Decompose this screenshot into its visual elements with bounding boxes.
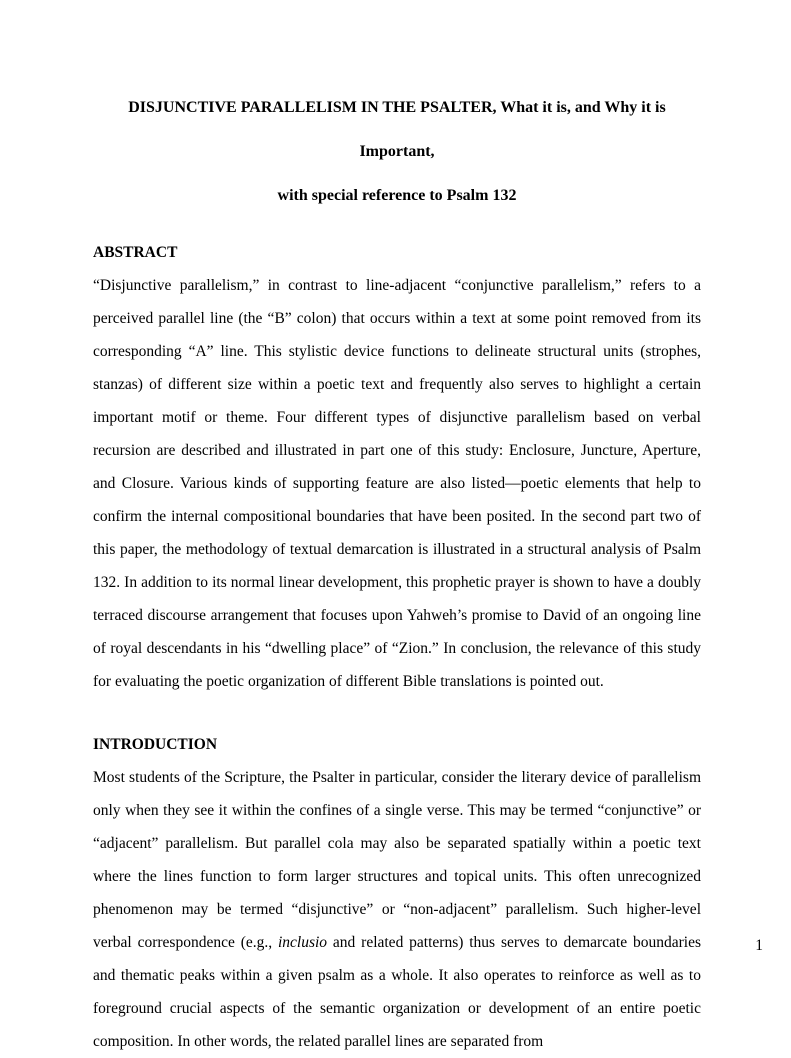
page-content	[93, 86, 701, 1058]
paper-title-line-2: with special reference to Psalm 132	[277, 187, 517, 204]
page-number: 1	[755, 937, 763, 954]
paper-title-line-1: DISJUNCTIVE PARALLELISM IN THE PSALTER, What it is, and Why it is Important,	[128, 99, 666, 160]
introduction-paragraph: Most students of the Scripture, the Psalter in particular, consider the literary device of parallelism only when they see it within the confines of a single verse. This may be termed “conjunctive” or “adjacent” parallelism. But parallel cola may also be separated spatially within a poetic text where the lines function to form larger structures and topical units. This often unrecognized phenomenon may be termed “disjunctive” or “non-adjacent” parallelism. Such higher-level verbal correspondence (e.g., inclusio and related patterns) thus serves to demarcate boundaries and thematic peaks within a given psalm as a whole. It also operates to reinforce as well as to foreground crucial aspects of the semantic organization or development of an entire poetic composition. In other words, the related parallel lines are separated from	[93, 769, 701, 1050]
introduction-heading: INTRODUCTION	[93, 736, 218, 753]
abstract-paragraph: “Disjunctive parallelism,” in contrast to line-adjacent “conjunctive parallelism,” refers to a perceived parallel line (the “B” colon) that occurs within a text at some point removed from its corresponding “A” line. This stylistic device functions to delineate structural units (strophes, stanzas) of different size within a poetic text and frequently also serves to highlight a certain important motif or theme. Four different types of disjunctive parallelism based on verbal recursion are described and illustrated in part one of this study: Enclosure, Juncture, Aperture, and Closure. Various kinds of supporting feature are also listed—poetic elements that help to confirm the internal compositional boundaries that have been posited. In the second part two of this paper, the methodology of textual demarcation is illustrated in a structural analysis of Psalm 132. In addition to its normal linear development, this prophetic prayer is shown to have a doubly terraced discourse arrangement that focuses upon Yahweh’s promise to David of an ongoing line of royal descendants in his “dwelling place” of “Zion.” In conclusion, the relevance of this study for evaluating the poetic organization of different Bible translations is pointed out.	[93, 277, 701, 690]
abstract-heading: ABSTRACT	[93, 244, 178, 261]
paper-title	[93, 86, 701, 218]
